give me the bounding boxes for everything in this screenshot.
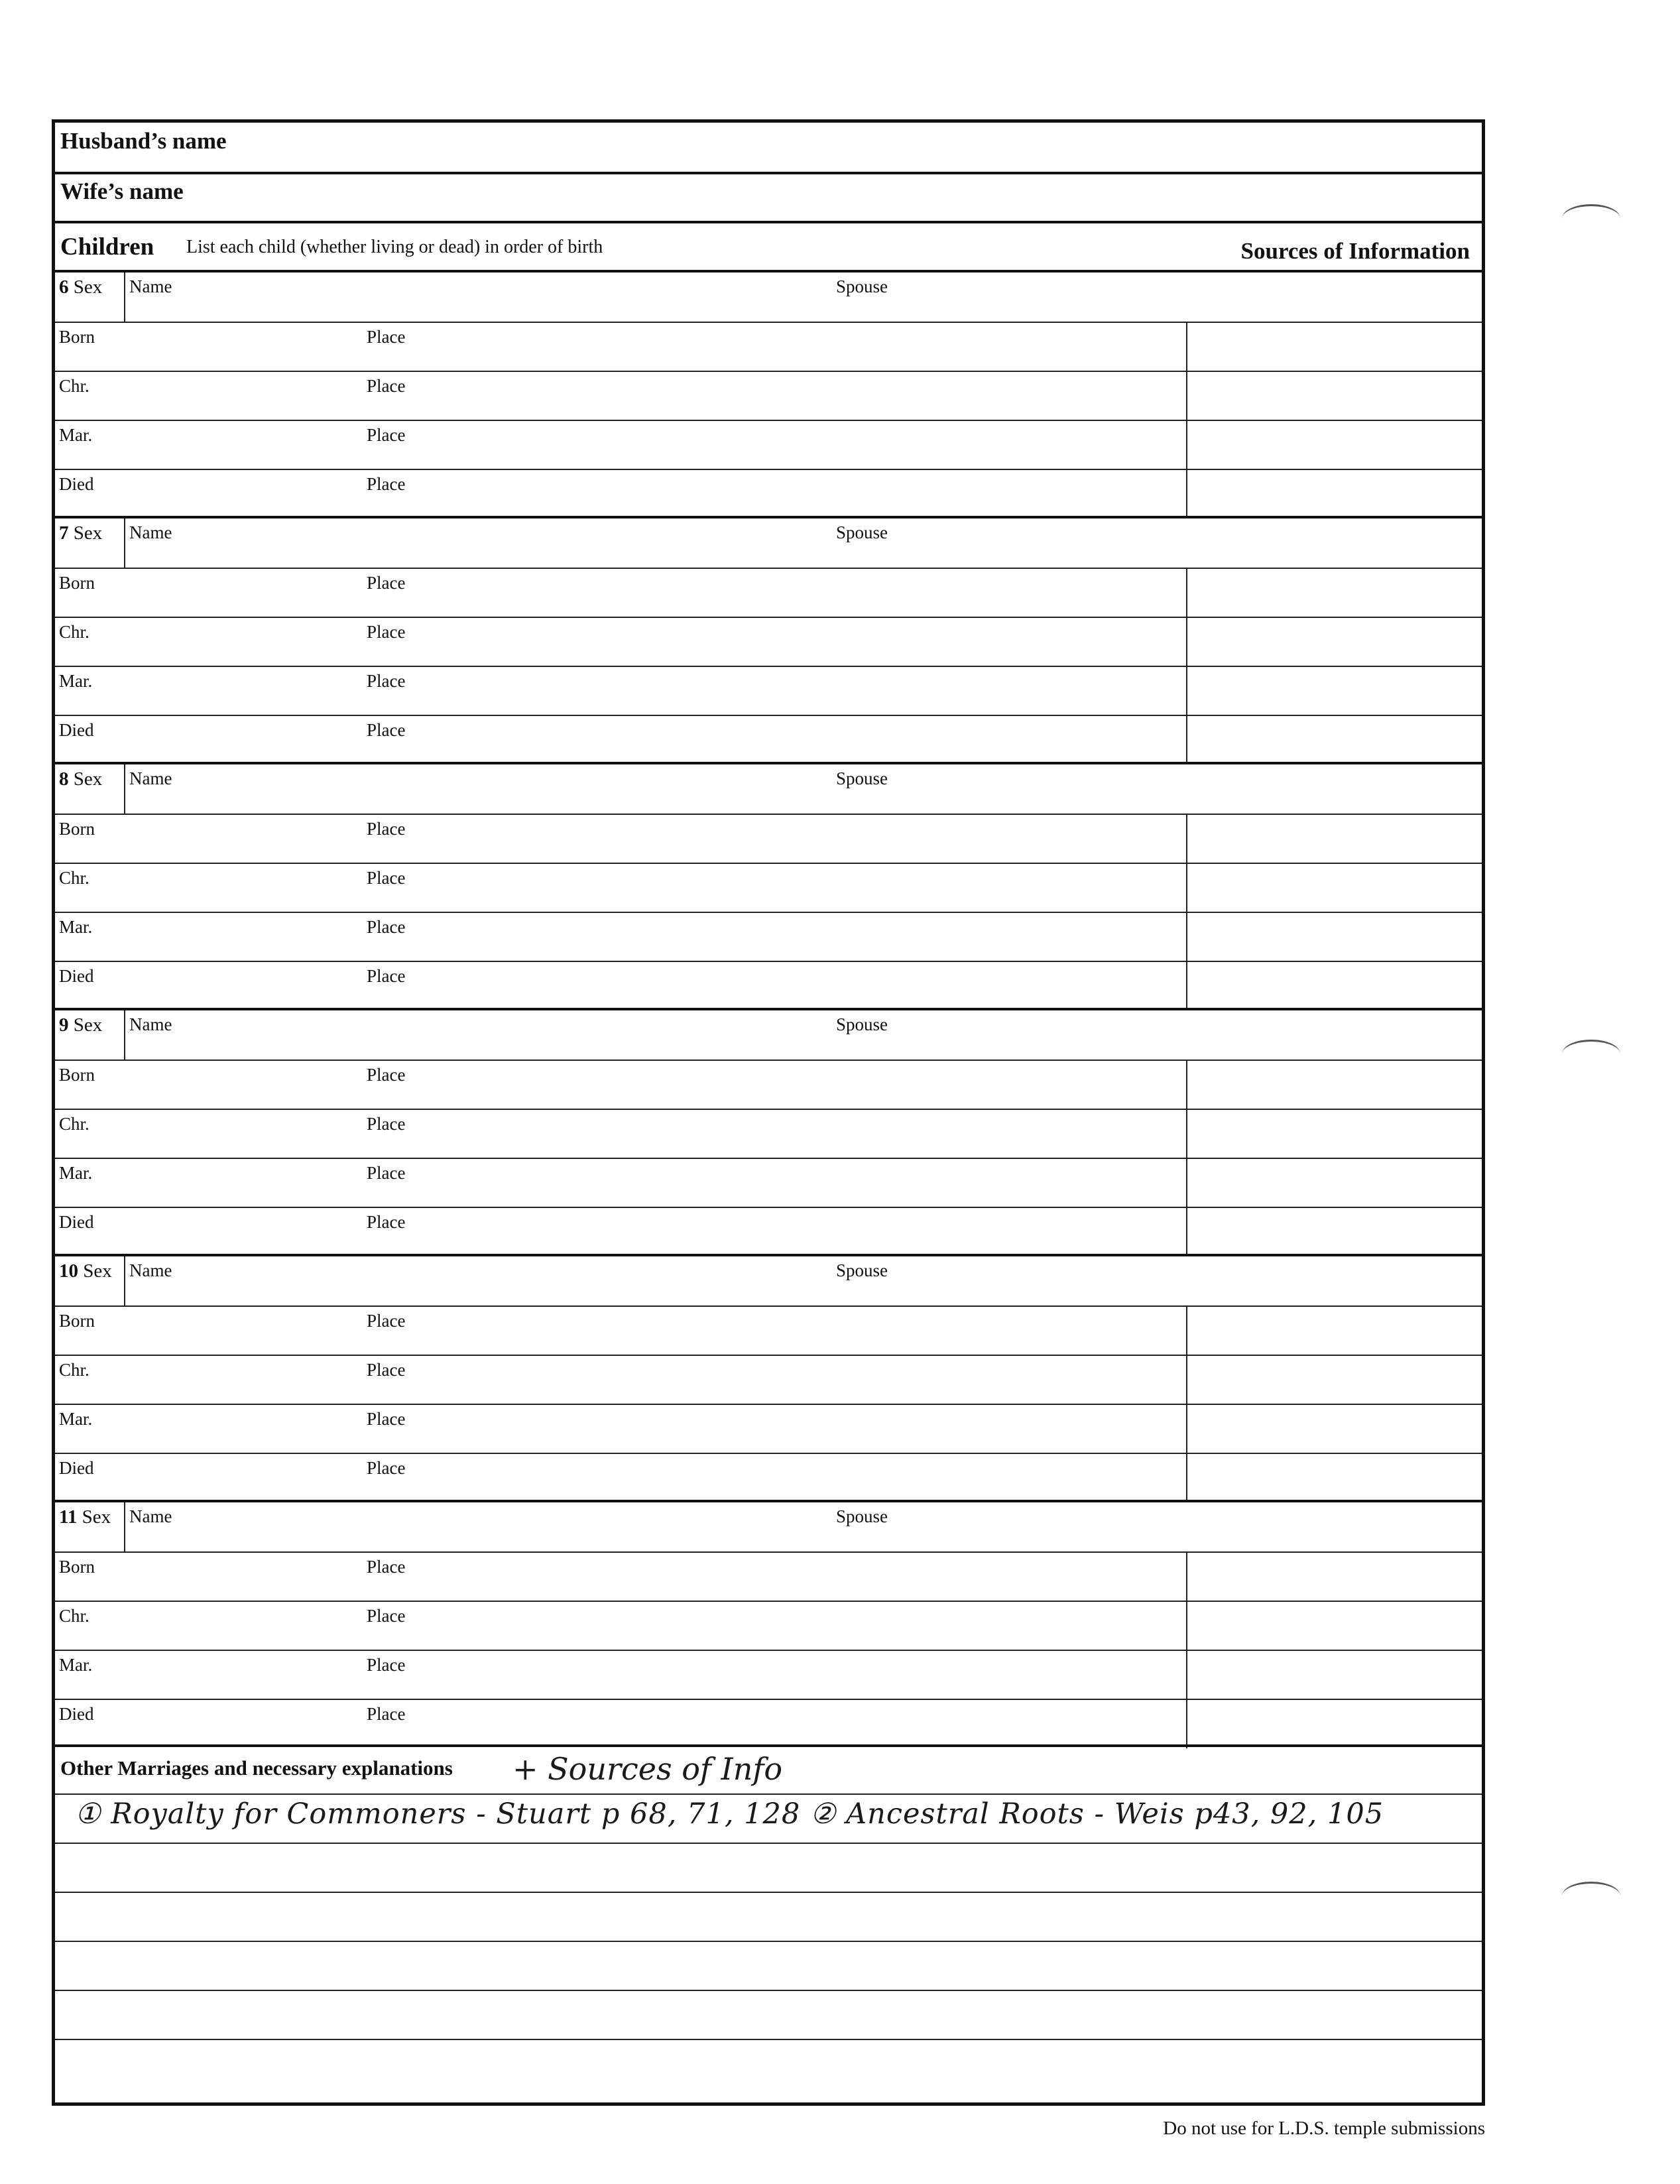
born-label: Born [59, 327, 95, 347]
sex-divider [124, 1502, 125, 1551]
child-born-row [55, 1305, 1482, 1355]
child-died-row [55, 1699, 1482, 1748]
died-label: Died [59, 1212, 94, 1232]
binder-hole-mark [1562, 1882, 1620, 1910]
child-name-row [55, 1502, 1482, 1551]
sex-label: Sex [73, 1014, 103, 1036]
child-number: 11 [59, 1506, 78, 1528]
child-number-sex [59, 768, 102, 790]
sources-column-divider [1186, 1454, 1187, 1502]
child-mar-row [55, 1650, 1482, 1699]
died-label: Died [59, 966, 94, 986]
spouse-label: Spouse [836, 276, 888, 296]
other-marriages-header-row [55, 1744, 1482, 1793]
place-label: Place [367, 622, 406, 642]
spouse-label: Spouse [836, 1260, 888, 1280]
child-block [55, 762, 1482, 1008]
child-name-row [55, 1256, 1482, 1305]
born-label: Born [59, 573, 95, 593]
sources-column-divider [1186, 1651, 1187, 1699]
explanation-line-5 [55, 1990, 1482, 2039]
place-label: Place [367, 720, 406, 740]
child-chr-row [55, 863, 1482, 912]
born-label: Born [59, 1311, 95, 1331]
child-block [55, 516, 1482, 762]
children-instruction: List each child (whether living or dead) in order of birth [186, 237, 603, 257]
place-label: Place [367, 1114, 406, 1134]
place-label: Place [367, 671, 406, 691]
sources-column-divider [1186, 470, 1187, 518]
sources-column-divider [1186, 962, 1187, 1010]
mar-label: Mar. [59, 1409, 93, 1429]
spouse-label: Spouse [836, 768, 888, 788]
sex-label: Sex [73, 276, 103, 298]
died-label: Died [59, 1458, 94, 1478]
chr-label: Chr. [59, 1606, 90, 1626]
mar-label: Mar. [59, 671, 93, 691]
child-block [55, 270, 1482, 516]
name-label: Name [129, 768, 172, 788]
explanation-line-3 [55, 1892, 1482, 1941]
child-number: 8 [59, 768, 69, 790]
child-chr-row [55, 371, 1482, 420]
handwritten-sources-note: ① Royalty for Commoners - Stuart p 68, 71, 128 ② Ancestral Roots - Weis p43, 92, 105 [75, 1797, 1384, 1831]
name-label: Name [129, 1260, 172, 1280]
sources-column-divider [1186, 1700, 1187, 1748]
place-label: Place [367, 376, 406, 396]
husband-name-label: Husband’s name [60, 128, 227, 154]
mar-label: Mar. [59, 425, 93, 445]
place-label: Place [367, 1409, 406, 1429]
sources-column-divider [1186, 815, 1187, 863]
child-born-row [55, 814, 1482, 863]
sources-column-divider [1186, 1061, 1187, 1109]
child-block [55, 1254, 1482, 1500]
explanation-line-6 [55, 2039, 1482, 2102]
child-died-row [55, 469, 1482, 518]
place-label: Place [367, 1655, 406, 1675]
child-name-row [55, 1010, 1482, 1060]
sources-column-divider [1186, 1602, 1187, 1650]
child-died-row [55, 1453, 1482, 1502]
place-label: Place [367, 917, 406, 937]
name-label: Name [129, 1014, 172, 1034]
sources-column-divider [1186, 913, 1187, 961]
sources-column-divider [1186, 618, 1187, 666]
child-number-sex [59, 276, 102, 298]
place-label: Place [367, 425, 406, 445]
place-label: Place [367, 1606, 406, 1626]
spouse-label: Spouse [836, 1506, 888, 1526]
child-number-sex [59, 522, 102, 544]
explanation-line-2 [55, 1843, 1482, 1892]
sources-column-divider [1186, 1307, 1187, 1355]
sources-column-divider [1186, 1356, 1187, 1404]
sources-column-divider [1186, 569, 1187, 617]
wife-row [55, 172, 1482, 221]
name-label: Name [129, 276, 172, 296]
children-header-row [55, 221, 1482, 270]
died-label: Died [59, 720, 94, 740]
wife-name-label: Wife’s name [60, 178, 184, 204]
sex-label: Sex [73, 522, 103, 544]
husband-row [55, 123, 1482, 172]
sources-column-divider [1186, 1110, 1187, 1158]
child-chr-row [55, 1109, 1482, 1158]
child-died-row [55, 1207, 1482, 1256]
chr-label: Chr. [59, 622, 90, 642]
explanation-line-4 [55, 1941, 1482, 1990]
child-chr-row [55, 617, 1482, 666]
sex-divider [124, 1256, 125, 1305]
chr-label: Chr. [59, 1360, 90, 1380]
child-mar-row [55, 912, 1482, 961]
child-number-sex [59, 1014, 102, 1036]
other-marriages-label: Other Marriages and necessary explanations [60, 1756, 453, 1780]
sources-column-divider [1186, 372, 1187, 420]
name-label: Name [129, 1506, 172, 1526]
child-mar-row [55, 420, 1482, 469]
chr-label: Chr. [59, 376, 90, 396]
child-name-row [55, 764, 1482, 814]
place-label: Place [367, 474, 406, 494]
sex-divider [124, 1010, 125, 1060]
born-label: Born [59, 1065, 95, 1085]
child-name-row [55, 518, 1482, 568]
family-group-record-form [52, 119, 1485, 2106]
place-label: Place [367, 966, 406, 986]
sources-column-divider [1186, 1553, 1187, 1601]
sources-column-divider [1186, 864, 1187, 912]
child-born-row [55, 568, 1482, 617]
place-label: Place [367, 573, 406, 593]
name-label: Name [129, 522, 172, 542]
mar-label: Mar. [59, 917, 93, 937]
child-died-row [55, 715, 1482, 764]
died-label: Died [59, 1704, 94, 1724]
sex-divider [124, 273, 125, 322]
chr-label: Chr. [59, 868, 90, 888]
mar-label: Mar. [59, 1163, 93, 1183]
place-label: Place [367, 1360, 406, 1380]
place-label: Place [367, 1704, 406, 1724]
sex-divider [124, 518, 125, 568]
child-mar-row [55, 1404, 1482, 1453]
child-number-sex [59, 1506, 111, 1528]
place-label: Place [367, 1557, 406, 1577]
died-label: Died [59, 474, 94, 494]
sex-label: Sex [82, 1506, 111, 1528]
child-born-row [55, 1060, 1482, 1109]
child-number: 10 [59, 1260, 78, 1282]
child-block [55, 1500, 1482, 1746]
handwritten-sources-heading: + Sources of Info [512, 1751, 783, 1787]
child-died-row [55, 961, 1482, 1010]
child-chr-row [55, 1601, 1482, 1650]
child-number: 9 [59, 1014, 69, 1036]
sex-label: Sex [73, 768, 103, 790]
sources-column-divider [1186, 667, 1187, 715]
child-block [55, 1008, 1482, 1254]
born-label: Born [59, 1557, 95, 1577]
sources-of-information-label: Sources of Information [1240, 238, 1470, 264]
sources-column-divider [1186, 1208, 1187, 1256]
sources-column-divider [1186, 1159, 1187, 1207]
place-label: Place [367, 868, 406, 888]
place-label: Place [367, 1311, 406, 1331]
mar-label: Mar. [59, 1655, 93, 1675]
explanation-line-1 [55, 1793, 1482, 1843]
place-label: Place [367, 1212, 406, 1232]
binder-hole-mark [1562, 1040, 1620, 1068]
place-label: Place [367, 327, 406, 347]
spouse-label: Spouse [836, 1014, 888, 1034]
chr-label: Chr. [59, 1114, 90, 1134]
children-label: Children [60, 233, 154, 261]
place-label: Place [367, 1065, 406, 1085]
child-number: 6 [59, 276, 69, 298]
place-label: Place [367, 819, 406, 839]
child-chr-row [55, 1355, 1482, 1404]
sex-divider [124, 764, 125, 814]
child-mar-row [55, 1158, 1482, 1207]
born-label: Born [59, 819, 95, 839]
spouse-label: Spouse [836, 522, 888, 542]
child-number-sex [59, 1260, 112, 1282]
place-label: Place [367, 1458, 406, 1478]
sources-column-divider [1186, 1405, 1187, 1453]
child-born-row [55, 322, 1482, 371]
binder-hole-mark [1562, 204, 1620, 233]
sex-label: Sex [83, 1260, 112, 1282]
sources-column-divider [1186, 716, 1187, 764]
sources-column-divider [1186, 323, 1187, 371]
child-mar-row [55, 666, 1482, 715]
child-number: 7 [59, 522, 69, 544]
place-label: Place [367, 1163, 406, 1183]
child-born-row [55, 1551, 1482, 1601]
footer-note: Do not use for L.D.S. temple submissions [1163, 2118, 1485, 2139]
child-name-row [55, 273, 1482, 322]
sources-column-divider [1186, 421, 1187, 469]
